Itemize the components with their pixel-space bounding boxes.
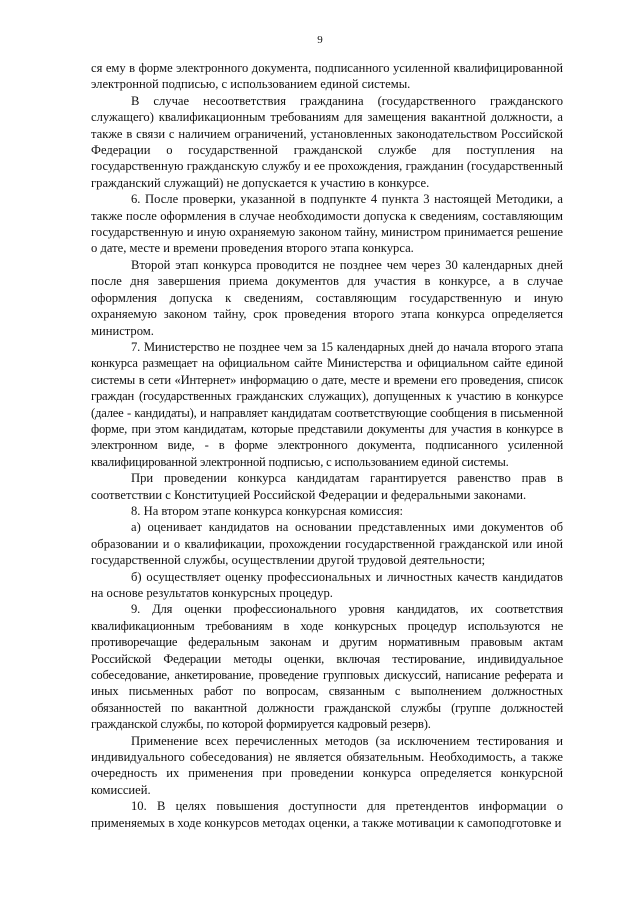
paragraph: 9. Для оценки профессионального уровня кандидатов, их соответствия квалификационным требованиям в ходе конкурсных процедур используются не противоречащие федеральным законам и другим нормативным правовым актам Российской Федерации методы оценки, включая тестирование, индивидуальное собеседование, анкетирование, проведение групповых дискуссий, написание реферата и иных письменных работ по вопросам, связанным с выполнением должностных обязанностей по вакантной должности гражданской службы (группе должностей гражданской службы, по которой формируется кадровый резерв). [91,602,563,732]
paragraph: При проведении конкурса кандидатам гарантируется равенство прав в соответствии с Конституцией Российской Федерации и федеральными законами. [91,471,563,502]
paragraph: ся ему в форме электронного документа, подписанного усиленной квалифицированной электронной подписью, с использованием единой системы. [91,61,563,92]
paragraph: 10. В целях повышения доступности для претендентов информации о применяемых в ходе конкурсов методах оценки, а также мотивации к самоподготовке и [91,799,563,830]
paragraph: а) оценивает кандидатов на основании представленных ими документов об образовании и о квалификации, прохождении государственной гражданской или иной государственной службы, осуществлении другой трудовой деятельности; [91,520,563,568]
paragraph: Применение всех перечисленных методов (за исключением тестирования и индивидуального собеседования) не является обязательным. Необходимость, а также очередность их применения при проведении конкурса определяется конкурсной комиссией. [91,733,563,797]
paragraph: 7. Министерство не позднее чем за 15 календарных дней до начала второго этапа конкурса размещает на официальном сайте Министерства и официальном сайте единой системы в сети «Интернет» информацию о дате, месте и времени его проведения, список граждан (государственных гражданских служащих), допущенных к участию в конкурсе (далее - кандидаты), и направляет кандидатам соответствующие сообщения в письменной форме, при этом кандидатам, которые представили документы для участия в конкурсе в электронном виде, - в форме электронного документа, подписанного усиленной квалифицированной электронной подписью, с использованием единой системы. [91,339,563,469]
paragraph: Второй этап конкурса проводится не позднее чем через 30 календарных дней после дня завершения приема документов для участия в конкурсе, а в случае оформления допуска к сведениям, составляющим государственную и иную охраняемую законом тайну, срок проведения второго этапа конкурса определяется министром. [91,257,563,338]
paragraph: б) осуществляет оценку профессиональных и личностных качеств кандидатов на основе результатов конкурсных процедур. [91,569,563,600]
page-number: 9 [317,34,323,46]
document-body [91,60,563,831]
paragraph: 8. На втором этапе конкурса конкурсная комиссия: [131,503,404,518]
paragraph: В случае несоответствия гражданина (государственного гражданского служащего) квалификационным требованиям для замещения вакантной должности, а также в связи с наличием ограничений, установленных законодательством Российской Федерации о государственной гражданской службе для поступления на государственную гражданскую службу и ее прохождения, гражданин (государственный гражданский служащий) не допускается к участию в конкурсе. [91,93,563,190]
paragraph: 6. После проверки, указанной в подпункте 4 пункта 3 настоящей Методики, а также после оформления в случае необходимости допуска к сведениям, составляющим государственную и иную охраняемую законом тайну, министром принимается решение о дате, месте и времени проведения второго этапа конкурса. [91,192,563,256]
